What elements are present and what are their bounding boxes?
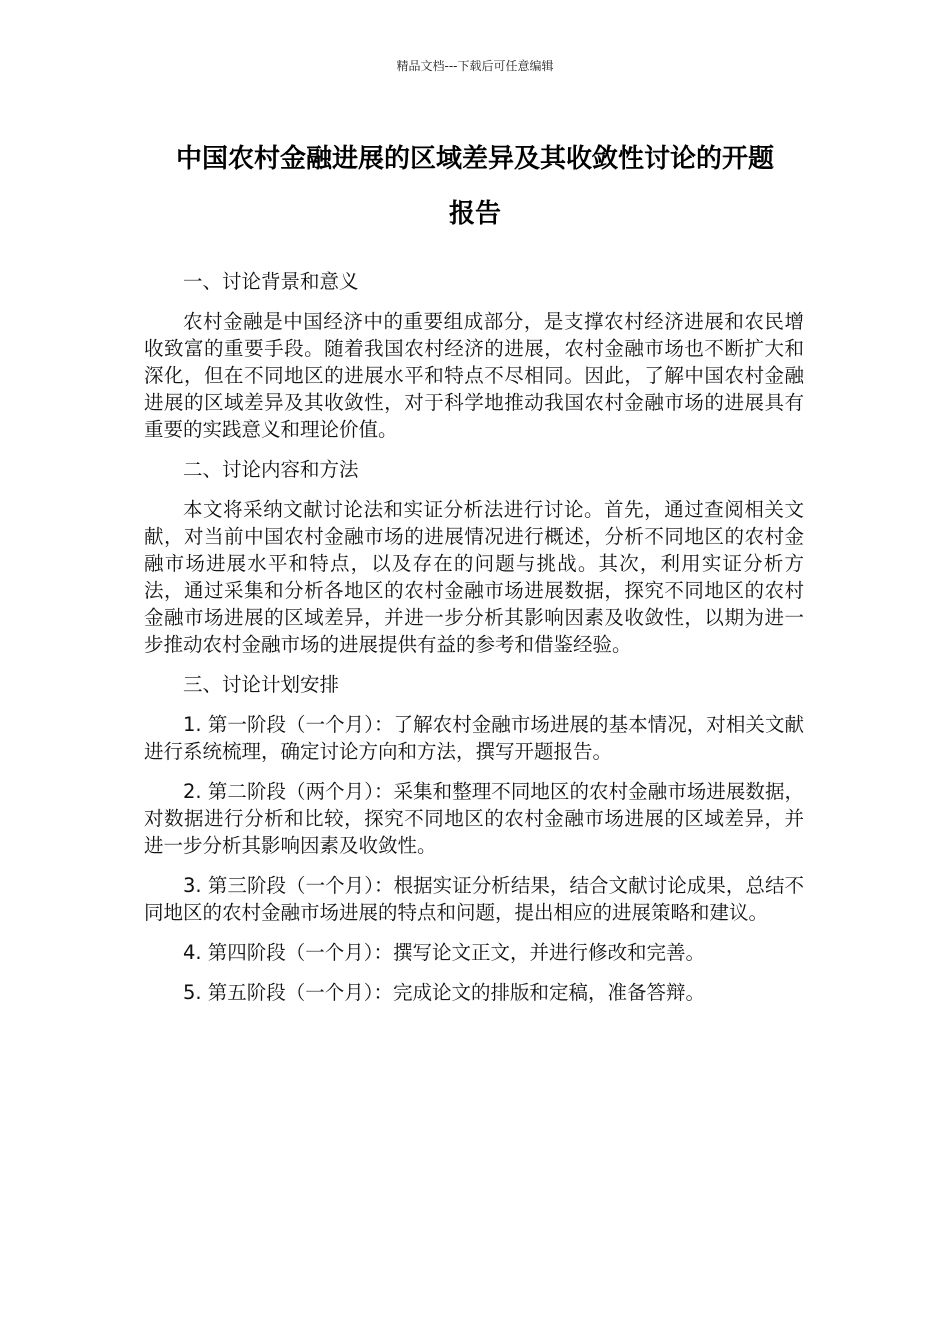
schedule-item-2: 2. 第二阶段（两个月）：采集和整理不同地区的农村金融市场进展数据，对数据进行分析和比较，探究不同地区的农村金融市场进展的区域差异，并进一步分析其影响因素及收敛性。	[144, 780, 804, 857]
title-line-1: 中国农村金融进展的区域差异及其收敛性讨论的开题	[175, 144, 774, 174]
schedule-item-5: 5. 第五阶段（一个月）：完成论文的排版和定稿，准备答辩。	[183, 981, 706, 1004]
paragraph-background: 农村金融是中国经济中的重要组成部分，是支撑农村经济进展和农民增收致富的重要手段。随着我国农村经济的进展，农村金融市场也不断扩大和深化，但在不同地区的进展水平和特点不尽相同。因此，了解中国农村金融进展的区域差异及其收敛性，对于科学地推动我国农村金融市场的进展具有重要的实践意义和理论价值。	[144, 310, 804, 441]
section-heading-background: 一、讨论背景和意义	[183, 270, 359, 293]
document-title	[120, 132, 830, 242]
paragraph-content-methods: 本文将采纳文献讨论法和实证分析法进行讨论。首先，通过查阅相关文献，对当前中国农村金融市场的进展情况进行概述，分析不同地区的农村金融市场进展水平和特点，以及存在的问题与挑战。其次，利用实证分析方法，通过采集和分析各地区的农村金融市场进展数据，探究不同地区的农村金融市场进展的区域差异，并进一步分析其影响因素及收敛性，以期为进一步推动农村金融市场的进展提供有益的参考和借鉴经验。	[144, 498, 804, 656]
page-header: 精品文档---下载后可任意编辑	[396, 59, 554, 73]
section-heading-schedule: 三、讨论计划安排	[183, 673, 340, 696]
document-body	[144, 268, 804, 1019]
section-heading-content-methods: 二、讨论内容和方法	[183, 458, 359, 481]
schedule-item-3: 3. 第三阶段（一个月）：根据实证分析结果，结合文献讨论成果，总结不同地区的农村金融市场进展的特点和问题，提出相应的进展策略和建议。	[144, 874, 804, 924]
schedule-item-1: 1. 第一阶段（一个月）：了解农村金融市场进展的基本情况，对相关文献进行系统梳理，确定讨论方向和方法，撰写开题报告。	[144, 713, 804, 763]
schedule-item-4: 4. 第四阶段（一个月）：撰写论文正文，并进行修改和完善。	[183, 941, 706, 964]
title-line-2: 报告	[448, 199, 501, 229]
